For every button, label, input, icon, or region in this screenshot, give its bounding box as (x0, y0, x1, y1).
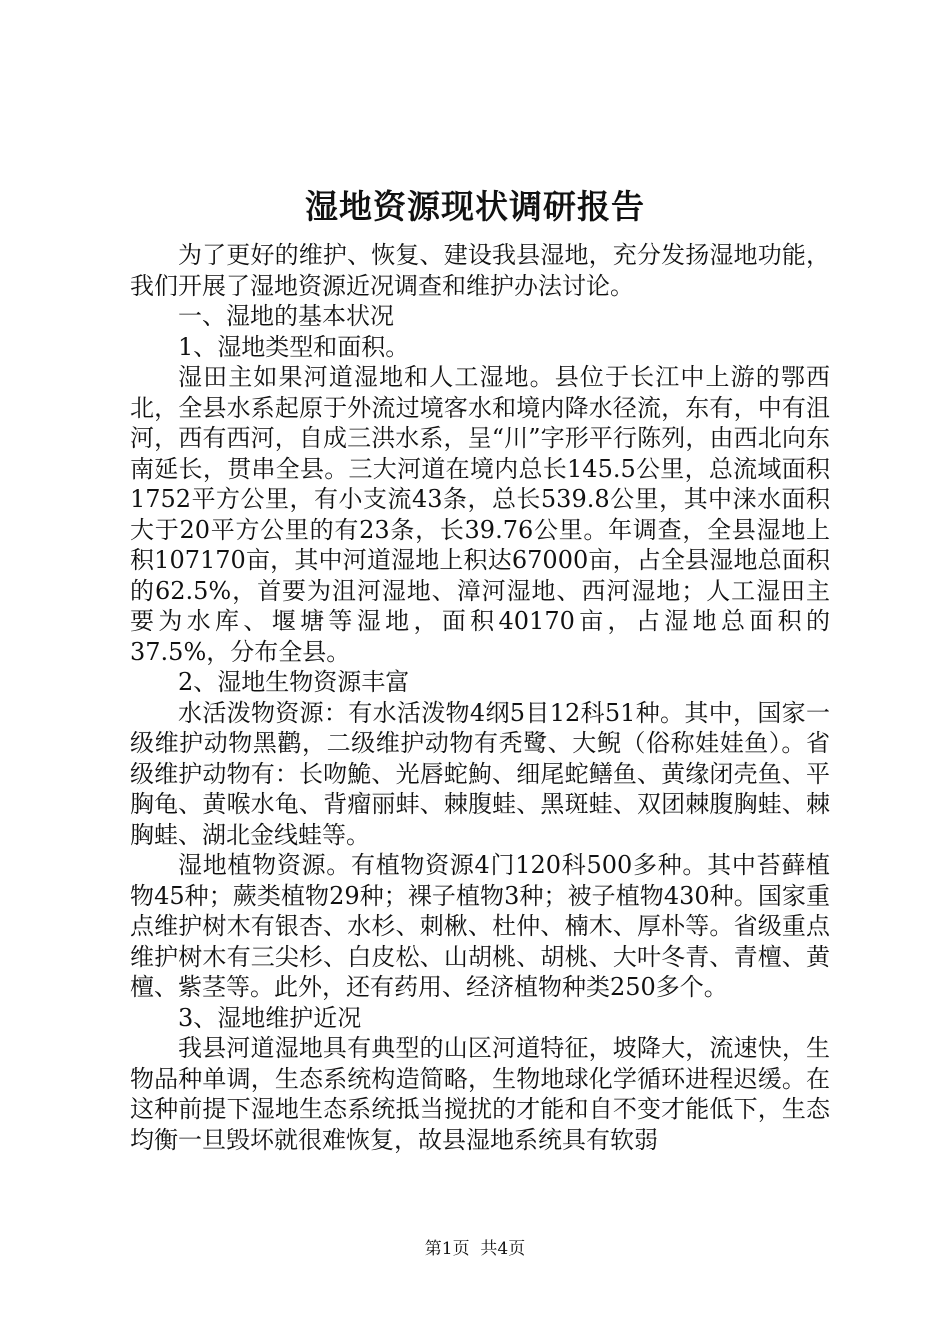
subheading-bio-resources: 2、湿地生物资源丰富 (178, 668, 410, 696)
page-footer (0, 1237, 950, 1261)
paragraph-intro: 为了更好的维护、恢复、建设我县湿地，充分发扬湿地功能，我们开展了湿地资源近况调查和维护办法讨论。 (130, 241, 830, 300)
subheading-wetland-types: 1、湿地类型和面积。 (178, 332, 410, 361)
paragraph-plant-resources: 湿地植物资源。有植物资源4门120科500多种。其中苔藓植物45种；蕨类植物29种；裸子植物3种；被子植物430种。国家重点维护树木有银杏、水杉、刺楸、杜仲、楠木、厚朴等。省级重点维护树木有三尖杉、白皮松、山胡桃、胡桃、大叶冬青、青檀、黄檀、紫茎等。此外，还有药用、经济植物种类250多个。 (130, 851, 830, 1001)
paragraph-aquatic-animals: 水活泼物资源：有水活泼物4纲5目12科51种。其中，国家一级维护动物黑鹳，二级维护动物有秃鹭、大鲵（俗称娃娃鱼）。省级维护动物有：长吻鮠、光唇蛇鮈、细尾蛇鳝鱼、黄缘闭壳鱼、平胸龟、黄喉水龟、背瘤丽蚌、棘腹蛙、黑斑蛙、双团棘腹胸蛙、棘胸蛙、湖北金线蛙等。 (130, 698, 830, 849)
paragraph-protection-status: 我县河道湿地具有典型的山区河道特征，坡降大，流速快，生物品种单调，生态系统构造简略，生物地球化学循环进程迟缓。在这种前提下湿地生态系统抵当搅扰的才能和自不变才能低下，生态均衡一旦毁坏就很难恢复，故县湿地系统具有软弱 (130, 1034, 830, 1154)
page-total: 共4页 (480, 1239, 526, 1259)
section-heading-basic-status: 一、湿地的基本状况 (178, 302, 394, 330)
footer-separator (470, 1239, 481, 1259)
page-number: 第1页 (424, 1239, 470, 1259)
document-title: 湿地资源现状调研报告 (305, 187, 645, 226)
document-body (130, 240, 830, 1155)
subheading-protection-status: 3、湿地维护近况 (178, 1003, 362, 1032)
paragraph-wetland-types: 湿田主如果河道湿地和人工湿地。县位于长江中上游的鄂西北，全县水系起原于外流过境客水和境内降水径流，东有，中有沮河，西有西河，自成三洪水系，呈“川”字形平行陈列，由西北向东南延长，贯串全县。三大河道在境内总长145.5公里，总流域面积1752平方公里，有小支流43条，总长539.8公里，其中涞水面积大于20平方公里的有23条，长39.76公里。年调查，全县湿地上积107170亩，其中河道湿地上积达67000亩，占全县湿地总面积的62.5%，首要为沮河湿地、漳河湿地、西河湿地；人工湿田主要为水库、堰塘等湿地，面积40170亩，占湿地总面积的37.5%，分布全县。 (130, 363, 830, 666)
